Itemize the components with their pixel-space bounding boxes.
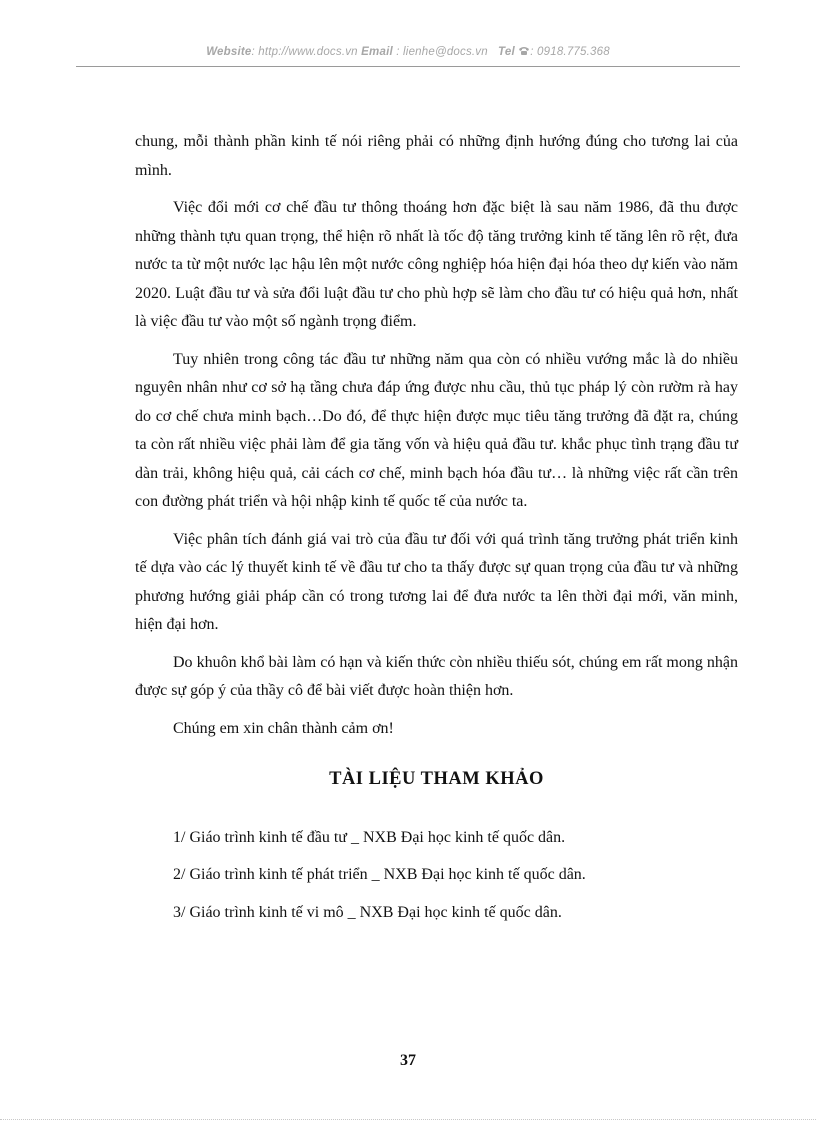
paragraph-limitations: Do khuôn khổ bài làm có hạn và kiến thức còn nhiều thiếu sót, chúng em rất mong nhận được sự góp ý của thầy cô để bài viết được hoàn thiện hơn. [135,653,738,699]
page-number: 37 [400,1052,416,1069]
references-title: TÀI LIỆU THAM KHẢO [329,769,544,789]
phone-icon [518,46,530,56]
tel-label: Tel [498,46,515,58]
paragraph-obstacles: Tuy nhiên trong công tác đầu tư những năm qua còn có nhiều vướng mắc là do nhiều nguyên nhân như cơ sở hạ tầng chưa đáp ứng được nhu cầu, thủ tục pháp lý còn rườm rà hay do cơ chế chưa minh bạch…Do đó, để thực hiện được mục tiêu tăng trưởng đã đặt ra, chúng ta còn rất nhiều việc phải làm để gia tăng vốn và hiệu quả đầu tư. khắc phục tình trạng đầu tư dàn trải, không hiệu quả, cải cách cơ chế, minh bạch hóa đầu tư… là những việc rất cần trên con đường phát triển và hội nhập kinh tế quốc tế của nước ta. [135,350,738,510]
header-divider [76,66,740,67]
document-body [135,128,738,936]
paragraph-thanks: Chúng em xin chân thành cảm ơn! [173,719,394,737]
references-list [135,824,738,928]
website-value: : http://www.docs.vn [251,46,358,58]
tel-value: : 0918.775.368 [530,46,610,58]
email-label: Email [361,46,393,58]
reference-item: 2/ Giáo trình kinh tế phát triển _ NXB Đại học kinh tế quốc dân. [173,866,586,883]
reference-item: 3/ Giáo trình kinh tế vi mô _ NXB Đại học kinh tế quốc dân. [173,903,562,921]
paragraph-analysis: Việc phân tích đánh giá vai trò của đầu tư đối với quá trình tăng trưởng phát triển kinh tế dựa vào các lý thuyết kinh tế về đầu tư cho ta thấy được sự quan trọng của đầu tư và những phương hướng giải pháp cần có trong tương lai để đưa nước ta lên thời đại mới, văn minh, hiện đại hơn. [135,530,738,633]
paragraph-investment-reform: Việc đổi mới cơ chế đầu tư thông thoáng hơn đặc biệt là sau năm 1986, đã thu được những thành tựu quan trọng, thể hiện rõ nhất là tốc độ tăng trưởng kinh tế tăng lên rõ rệt, đưa nước ta từ một nước lạc hậu lên một nước công nghiệp hóa hiện đại hóa theo dự kiến vào năm 2020. Luật đầu tư và sửa đổi luật đầu tư cho phù hợp sẽ làm cho đầu tư có hiệu quả hơn, nhất là việc đầu tư vào một số ngành trọng điểm. [135,199,738,330]
reference-item: 1/ Giáo trình kinh tế đầu tư _ NXB Đại học kinh tế quốc dân. [173,828,566,846]
paragraph-continuation: chung, mỗi thành phần kinh tế nói riêng phải có những định hướng đúng cho tương lai của mình. [135,133,738,179]
website-label: Website [206,46,252,58]
footer-divider [0,1119,816,1120]
page-header [76,46,740,58]
email-value: : lienhe@docs.vn [396,46,488,58]
